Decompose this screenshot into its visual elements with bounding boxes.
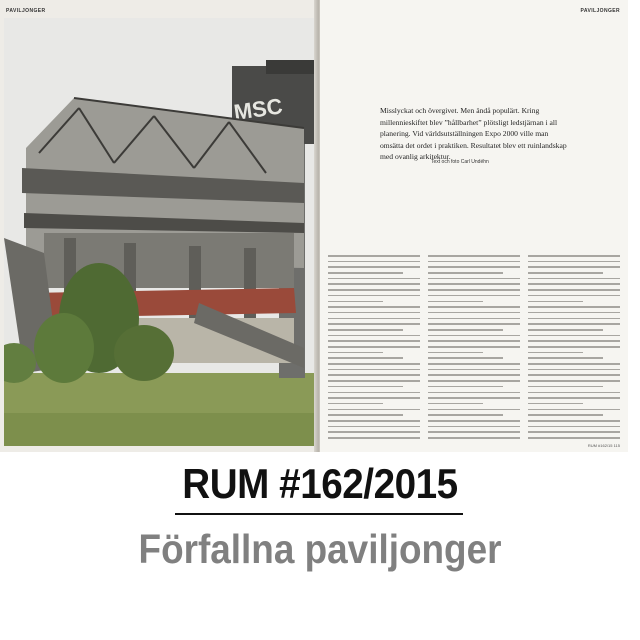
body-text-line <box>528 374 620 376</box>
body-text-line <box>528 329 603 331</box>
body-text-line <box>528 414 603 416</box>
body-text-line <box>528 335 620 337</box>
body-text-line <box>528 386 603 388</box>
body-text-line <box>528 380 620 382</box>
body-text-line <box>328 437 420 439</box>
body-text-line <box>328 323 420 325</box>
body-text-line <box>328 255 420 257</box>
body-text-line <box>528 409 620 411</box>
body-text-line <box>528 340 620 342</box>
body-text-line <box>328 352 383 354</box>
body-text-line <box>428 346 520 348</box>
body-text-line <box>328 306 420 308</box>
body-text-line <box>328 266 420 268</box>
body-text-line <box>528 346 620 348</box>
body-text-line <box>328 261 420 263</box>
body-text-line <box>528 306 620 308</box>
body-text-line <box>428 352 483 354</box>
body-text-line <box>328 318 420 320</box>
right-folio: RUM #162/15 115 <box>587 443 620 448</box>
left-running-head: PAVILJONGER <box>6 8 46 14</box>
body-text-line <box>528 431 620 433</box>
body-text-line <box>428 414 503 416</box>
body-text-line <box>428 266 520 268</box>
body-text-line <box>528 318 620 320</box>
body-text-line <box>528 278 620 280</box>
body-text-line <box>428 289 520 291</box>
body-text-line <box>528 323 620 325</box>
body-text-line <box>428 374 520 376</box>
body-text-line <box>428 329 503 331</box>
body-column-2 <box>428 255 520 445</box>
body-text-line <box>328 278 420 280</box>
body-text-line <box>428 392 520 394</box>
body-text-line <box>428 431 520 433</box>
body-text-line <box>328 426 420 428</box>
body-text-line <box>528 437 620 439</box>
body-text-line <box>328 329 403 331</box>
body-text-line <box>428 437 520 439</box>
body-text-line <box>528 403 583 405</box>
body-text-line <box>428 306 520 308</box>
body-text-line <box>428 397 520 399</box>
photo-sign-text: MSC <box>232 93 285 125</box>
body-text-line <box>328 312 420 314</box>
body-text-line <box>528 397 620 399</box>
body-text-line <box>428 278 520 280</box>
body-text-line <box>428 380 520 382</box>
body-text-line <box>328 403 383 405</box>
body-text-line <box>328 272 403 274</box>
body-text-line <box>428 312 520 314</box>
title-underline <box>175 513 463 515</box>
body-text-line <box>328 340 420 342</box>
body-text-line <box>328 431 420 433</box>
body-text-line <box>528 352 583 354</box>
body-text-line <box>328 414 403 416</box>
body-text-line <box>528 289 620 291</box>
body-column-3 <box>528 255 620 445</box>
body-text-line <box>528 301 583 303</box>
body-text-line <box>328 283 420 285</box>
body-text-line <box>328 369 420 371</box>
body-text-line <box>528 363 620 365</box>
body-text-line <box>328 295 420 297</box>
body-text-line <box>328 289 420 291</box>
body-text-line <box>328 380 420 382</box>
body-text-line <box>428 403 483 405</box>
body-text-line <box>428 357 503 359</box>
body-text-line <box>528 272 603 274</box>
body-text-line <box>428 272 503 274</box>
body-text-line <box>328 374 420 376</box>
body-column-1 <box>328 255 420 445</box>
left-page <box>0 0 318 452</box>
body-text-line <box>528 392 620 394</box>
body-text-line <box>328 386 403 388</box>
body-text-line <box>428 369 520 371</box>
body-text-line <box>428 340 520 342</box>
body-text-line <box>428 255 520 257</box>
body-text-line <box>428 426 520 428</box>
body-text-line <box>428 283 520 285</box>
body-text-line <box>328 397 420 399</box>
body-text-line <box>528 266 620 268</box>
body-text-line <box>528 261 620 263</box>
body-text-line <box>328 346 420 348</box>
body-text-line <box>528 426 620 428</box>
body-text-line <box>428 386 503 388</box>
body-text-line <box>528 312 620 314</box>
body-text-line <box>428 301 483 303</box>
body-text-line <box>328 420 420 422</box>
body-text-line <box>328 357 403 359</box>
byline: Text och foto Carl Undéhn <box>431 159 489 165</box>
body-text-line <box>428 261 520 263</box>
body-text-line <box>428 409 520 411</box>
body-text-line <box>428 335 520 337</box>
body-text-line <box>328 301 383 303</box>
body-text-line <box>428 295 520 297</box>
body-text-line <box>428 420 520 422</box>
body-text-line <box>328 392 420 394</box>
intro-paragraph: Misslyckat och övergivet. Men ändå populärt. Kring millennieskiftet blev ”hållbarhet” plötsligt ledstjärnan i all planering. Vid världsutställningen Expo 2000 ville man omsätta det ordet i praktiken. Resultatet blev ett ruinlandskap med ovanlig arkitektur. <box>380 106 567 161</box>
body-text-line <box>528 255 620 257</box>
body-text-line <box>528 357 603 359</box>
article-subtitle: Förfallna paviljonger <box>138 526 502 572</box>
body-text-line <box>328 409 420 411</box>
body-text-line <box>528 283 620 285</box>
body-text-line <box>428 363 520 365</box>
right-running-head: PAVILJONGER <box>580 8 620 14</box>
body-text-line <box>528 420 620 422</box>
body-text-line <box>428 318 520 320</box>
body-text-line <box>528 295 620 297</box>
pavilion-photo <box>4 18 315 446</box>
body-text-line <box>528 369 620 371</box>
body-text-line <box>328 335 420 337</box>
body-text-line <box>328 363 420 365</box>
body-text-line <box>428 323 520 325</box>
issue-title: RUM #162/2015 <box>182 460 458 507</box>
